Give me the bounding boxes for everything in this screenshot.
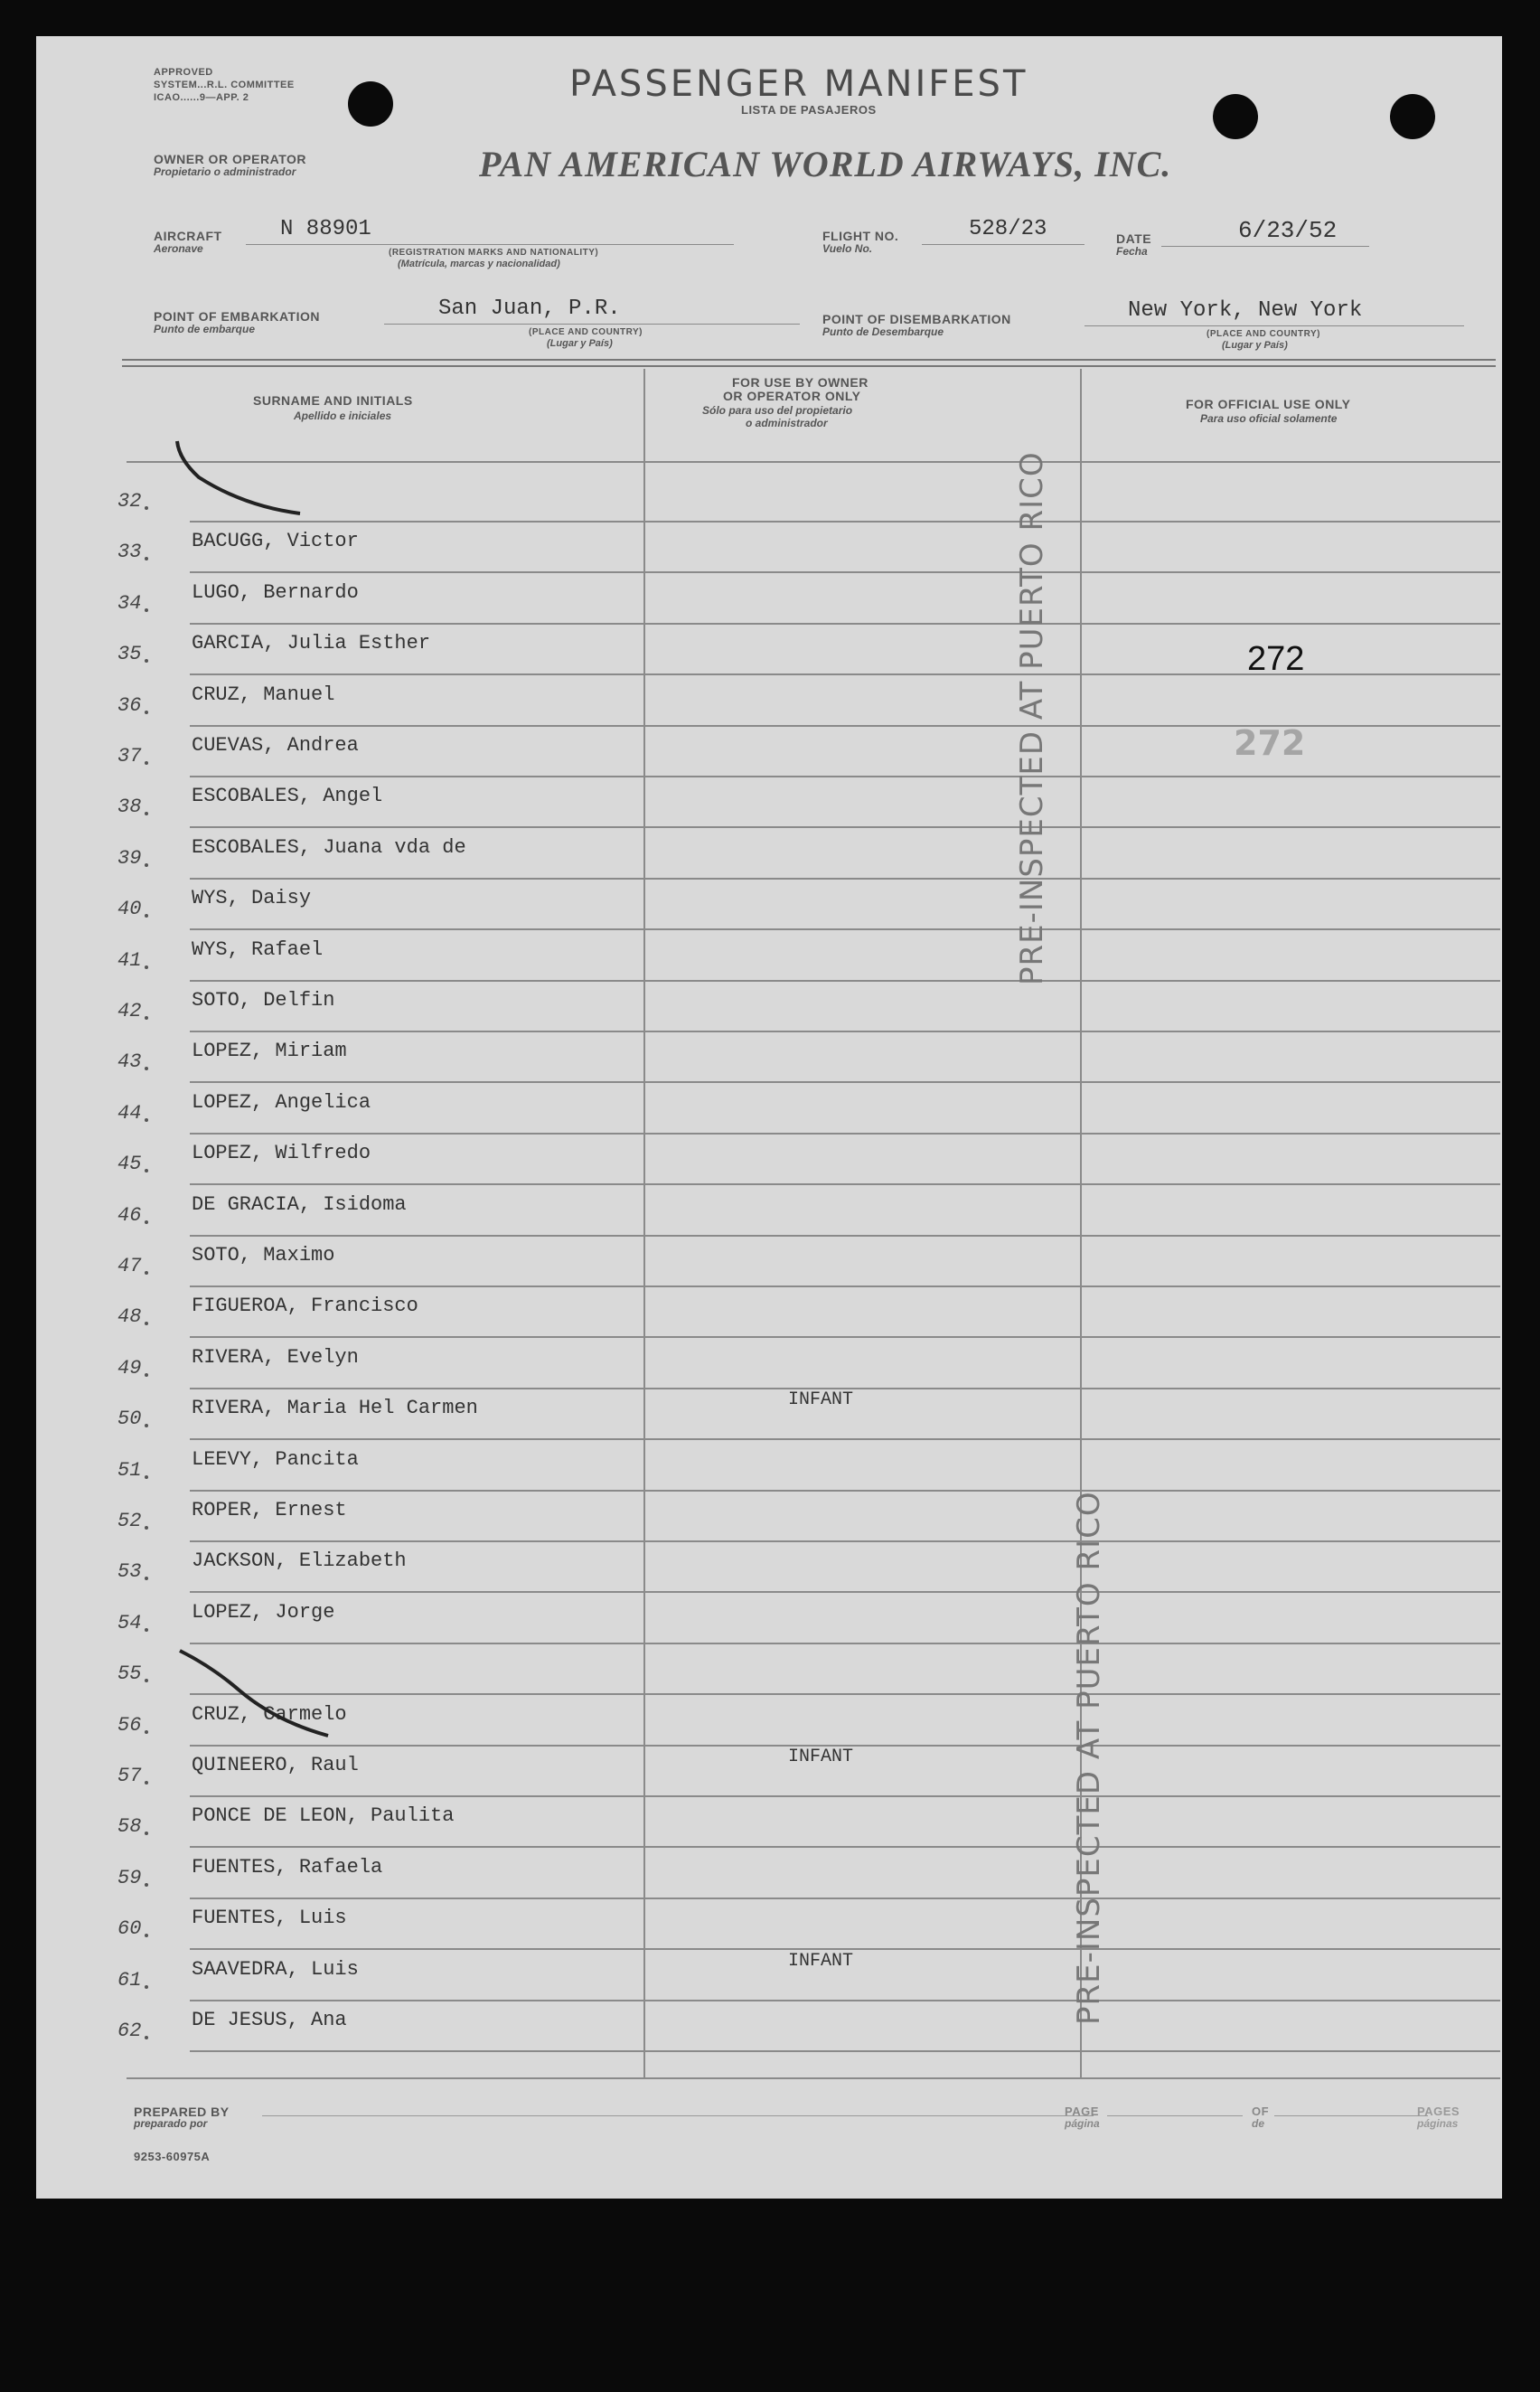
row-number-dot [145, 506, 148, 510]
registration-note: (REGISTRATION MARKS AND NATIONALITY) [389, 248, 599, 258]
row-number: 35 [117, 643, 142, 665]
row-number-dot [145, 1220, 148, 1224]
date-label: DATE [1116, 231, 1152, 246]
row-number-dot [145, 1271, 148, 1275]
embark-place-note-es: (Lugar y País) [547, 338, 613, 349]
col-header-official: FOR OFFICIAL USE ONLY [1186, 397, 1351, 411]
row-number-dot [145, 1883, 148, 1887]
approval-line-3: ICAO......9—APP. 2 [154, 92, 249, 103]
row-number: 48 [117, 1305, 142, 1328]
row-rule [190, 2050, 1500, 2052]
page-line [1107, 2115, 1243, 2116]
row-number: 56 [117, 1714, 142, 1737]
table-row [36, 777, 1502, 828]
row-number-dot [145, 1577, 148, 1580]
page-label-es: página [1065, 2117, 1100, 2130]
table-row [36, 1441, 1502, 1492]
table-row [36, 931, 1502, 982]
of-line [1274, 2115, 1428, 2116]
row-number: 62 [117, 2020, 142, 2042]
punch-hole-left [348, 81, 393, 127]
table-row [36, 1542, 1502, 1593]
manifest-title: PASSENGER MANIFEST [569, 63, 1028, 105]
col-header-owner-2: OR OPERATOR ONLY [723, 389, 861, 403]
row-number-dot [145, 761, 148, 765]
disembark-value: New York, New York [1128, 298, 1363, 323]
row-number: 49 [117, 1357, 142, 1380]
row-number-dot [145, 659, 148, 663]
row-number-dot [145, 1985, 148, 1989]
passenger-name: SOTO, Maximo [192, 1244, 335, 1267]
table-top-rule-2 [122, 365, 1496, 367]
embark-value: San Juan, P.R. [438, 297, 621, 321]
row-number-dot [145, 711, 148, 714]
table-row [36, 574, 1502, 625]
passenger-name: LOPEZ, Jorge [192, 1601, 335, 1624]
manifest-sheet [36, 36, 1502, 2199]
disembark-place-note-es: (Lugar y País) [1222, 340, 1288, 351]
registration-note-es: (Matrícula, marcas y nacionalidad) [398, 259, 560, 269]
passenger-name: ROPER, Ernest [192, 1499, 347, 1521]
table-row [36, 1492, 1502, 1542]
aircraft-label: AIRCRAFT [154, 229, 222, 243]
row-number-dot [145, 1169, 148, 1172]
row-number: 55 [117, 1662, 142, 1685]
row-rule [190, 826, 1500, 828]
pages-label: PAGES [1417, 2105, 1460, 2118]
table-bottom-rule [127, 2077, 1500, 2079]
row-rule [190, 571, 1500, 573]
row-number: 52 [117, 1510, 142, 1532]
row-number: 33 [117, 541, 142, 563]
table-row [36, 880, 1502, 930]
manifest-title-es: LISTA DE PASAJEROS [741, 103, 877, 117]
table-row [36, 1135, 1502, 1185]
prepared-by-label: PREPARED BY [134, 2105, 230, 2119]
col-header-surname: SURNAME AND INITIALS [253, 393, 413, 408]
col-header-owner-es-1: Sólo para uso del propietario [702, 404, 853, 417]
table-row [36, 1032, 1502, 1083]
pages-label-es: páginas [1417, 2117, 1459, 2130]
row-rule [190, 1081, 1500, 1083]
table-row [36, 2001, 1502, 2052]
table-row [36, 829, 1502, 880]
row-number: 59 [117, 1867, 142, 1889]
passenger-name: BACUGG, Victor [192, 530, 359, 552]
passenger-name: FUENTES, Rafaela [192, 1856, 383, 1879]
disembark-label-es: Punto de Desembarque [822, 325, 944, 338]
form-number: 9253-60975A [134, 2150, 211, 2163]
row-number-dot [145, 1934, 148, 1937]
row-number: 51 [117, 1459, 142, 1482]
table-row [36, 1084, 1502, 1135]
approval-line-1: APPROVED [154, 67, 213, 78]
col-header-surname-es: Apellido e iniciales [294, 410, 392, 422]
row-rule [190, 1591, 1500, 1593]
strike-mark-row-55 [176, 1645, 339, 1745]
punch-hole-right-1 [1213, 94, 1258, 139]
embark-label: POINT OF EMBARKATION [154, 309, 320, 324]
preinspection-stamp-bottom: PRE-INSPECTED AT PUERTO RICO [1071, 1491, 1107, 2025]
passenger-name: FIGUEROA, Francisco [192, 1295, 418, 1317]
passenger-name: WYS, Rafael [192, 938, 324, 961]
row-number: 36 [117, 694, 142, 717]
row-number: 58 [117, 1815, 142, 1838]
row-number: 44 [117, 1102, 142, 1125]
row-rule [190, 1846, 1500, 1848]
row-number-dot [145, 1016, 148, 1020]
row-rule [190, 1948, 1500, 1950]
row-number: 38 [117, 796, 142, 818]
passenger-name: CRUZ, Carmelo [192, 1703, 347, 1726]
row-number-dot [145, 1832, 148, 1835]
flight-label-es: Vuelo No. [822, 242, 873, 255]
row-number: 43 [117, 1050, 142, 1073]
table-row [36, 1849, 1502, 1899]
row-number: 34 [117, 592, 142, 615]
table-top-rule-1 [122, 359, 1496, 361]
table-row [36, 1594, 1502, 1644]
row-rule [190, 1183, 1500, 1185]
row-number: 32 [117, 490, 142, 513]
row-number-dot [145, 1526, 148, 1530]
row-number: 54 [117, 1612, 142, 1634]
approval-line-2: SYSTEM...R.L. COMMITTEE [154, 80, 295, 90]
row-number-dot [145, 812, 148, 815]
table-row [36, 1389, 1502, 1440]
preinspection-stamp-top: PRE-INSPECTED AT PUERTO RICO [1014, 451, 1050, 985]
row-rule [190, 1336, 1500, 1338]
passenger-name: CRUZ, Manuel [192, 683, 335, 706]
row-number: 41 [117, 949, 142, 972]
passenger-name: RIVERA, Maria Hel Carmen [192, 1397, 478, 1419]
row-number: 46 [117, 1204, 142, 1227]
row-number-dot [145, 1475, 148, 1479]
official-count-stamped: 272 [1234, 723, 1306, 763]
prepared-by-line [262, 2115, 1094, 2116]
aircraft-label-es: Aeronave [154, 242, 203, 255]
row-number: 37 [117, 745, 142, 768]
row-number-dot [145, 1118, 148, 1122]
of-label: OF [1252, 2105, 1270, 2118]
owner-value: PAN AMERICAN WORLD AIRWAYS, INC. [479, 144, 1172, 184]
row-number-dot [145, 965, 148, 969]
punch-hole-right-2 [1390, 94, 1435, 139]
table-row [36, 1237, 1502, 1287]
row-number: 50 [117, 1408, 142, 1430]
aircraft-underline [246, 244, 734, 245]
page-label: PAGE [1065, 2105, 1099, 2118]
header-bottom-rule [127, 461, 1500, 463]
passenger-name: FUENTES, Luis [192, 1907, 347, 1929]
row-number-dot [145, 914, 148, 918]
passenger-name: LUGO, Bernardo [192, 581, 359, 604]
table-row [36, 523, 1502, 573]
date-label-es: Fecha [1116, 245, 1148, 258]
table-row [36, 676, 1502, 727]
flight-label: FLIGHT NO. [822, 229, 899, 243]
row-number-dot [145, 1679, 148, 1682]
table-row [36, 1339, 1502, 1389]
row-number-dot [145, 1322, 148, 1325]
aircraft-value: N 88901 [280, 217, 371, 241]
embark-place-note: (PLACE AND COUNTRY) [529, 327, 643, 337]
passenger-name: ESCOBALES, Angel [192, 785, 383, 807]
passenger-name: PONCE DE LEON, Paulita [192, 1804, 455, 1827]
disembark-place-note: (PLACE AND COUNTRY) [1207, 329, 1320, 339]
of-label-es: de [1252, 2117, 1265, 2130]
row-number-dot [145, 557, 148, 560]
row-rule [190, 1438, 1500, 1440]
table-row [36, 1951, 1502, 2001]
row-number-dot [145, 863, 148, 867]
passenger-name: DE GRACIA, Isidoma [192, 1193, 407, 1216]
row-number: 39 [117, 847, 142, 870]
row-number: 60 [117, 1917, 142, 1940]
passenger-name: SOTO, Delfin [192, 989, 335, 1012]
col-header-owner-1: FOR USE BY OWNER [732, 375, 869, 390]
passenger-name: CUEVAS, Andrea [192, 734, 359, 757]
flight-underline [922, 244, 1085, 245]
passenger-name: RIVERA, Evelyn [192, 1346, 359, 1369]
passenger-name: SAAVEDRA, Luis [192, 1958, 359, 1981]
passenger-name: WYS, Daisy [192, 887, 312, 909]
embark-label-es: Punto de embarque [154, 323, 256, 335]
passenger-name: ESCOBALES, Juana vda de [192, 836, 466, 859]
passenger-name: LOPEZ, Miriam [192, 1040, 347, 1062]
flight-value: 528/23 [969, 217, 1047, 241]
passenger-name: LOPEZ, Wilfredo [192, 1142, 371, 1164]
embark-underline [384, 324, 800, 325]
row-number: 53 [117, 1560, 142, 1583]
row-number: 42 [117, 1000, 142, 1022]
official-count-typed: 272 [1247, 640, 1305, 678]
passenger-name: JACKSON, Elizabeth [192, 1549, 407, 1572]
col-header-official-es: Para uso oficial solamente [1200, 412, 1338, 425]
row-rule [190, 928, 1500, 930]
table-row [36, 1899, 1502, 1950]
owner-label-es: Propietario o administrador [154, 165, 296, 178]
row-number: 61 [117, 1969, 142, 1992]
passenger-name: GARCIA, Julia Esther [192, 632, 431, 655]
table-row [36, 1797, 1502, 1848]
owner-note: INFANT [788, 1747, 854, 1767]
date-value: 6/23/52 [1238, 217, 1338, 244]
col-header-owner-es-2: o administrador [746, 417, 828, 429]
strike-mark-row-32 [172, 434, 316, 524]
row-number-dot [145, 1373, 148, 1377]
row-number-dot [145, 1067, 148, 1070]
row-number: 57 [117, 1765, 142, 1787]
prepared-by-label-es: preparado por [134, 2117, 208, 2130]
row-number-dot [145, 1730, 148, 1734]
row-number-dot [145, 1628, 148, 1632]
disembark-label: POINT OF DISEMBARKATION [822, 312, 1011, 326]
row-number: 45 [117, 1153, 142, 1175]
row-number: 47 [117, 1255, 142, 1277]
row-number-dot [145, 1424, 148, 1427]
row-rule [190, 1693, 1500, 1695]
row-number-dot [145, 608, 148, 612]
owner-label: OWNER OR OPERATOR [154, 152, 306, 166]
owner-note: INFANT [788, 1389, 854, 1410]
disembark-underline [1085, 325, 1464, 326]
table-row [36, 1287, 1502, 1338]
passenger-name: QUINEERO, Raul [192, 1754, 359, 1776]
passenger-name: LEEVY, Pancita [192, 1448, 359, 1471]
passenger-name: LOPEZ, Angelica [192, 1091, 371, 1114]
row-number: 40 [117, 898, 142, 920]
table-row [36, 1747, 1502, 1797]
row-number-dot [145, 2036, 148, 2039]
table-row [36, 982, 1502, 1032]
owner-note: INFANT [788, 1951, 854, 1972]
passenger-name: DE JESUS, Ana [192, 2009, 347, 2031]
table-row [36, 1186, 1502, 1237]
date-underline [1161, 246, 1369, 247]
row-number-dot [145, 1781, 148, 1785]
